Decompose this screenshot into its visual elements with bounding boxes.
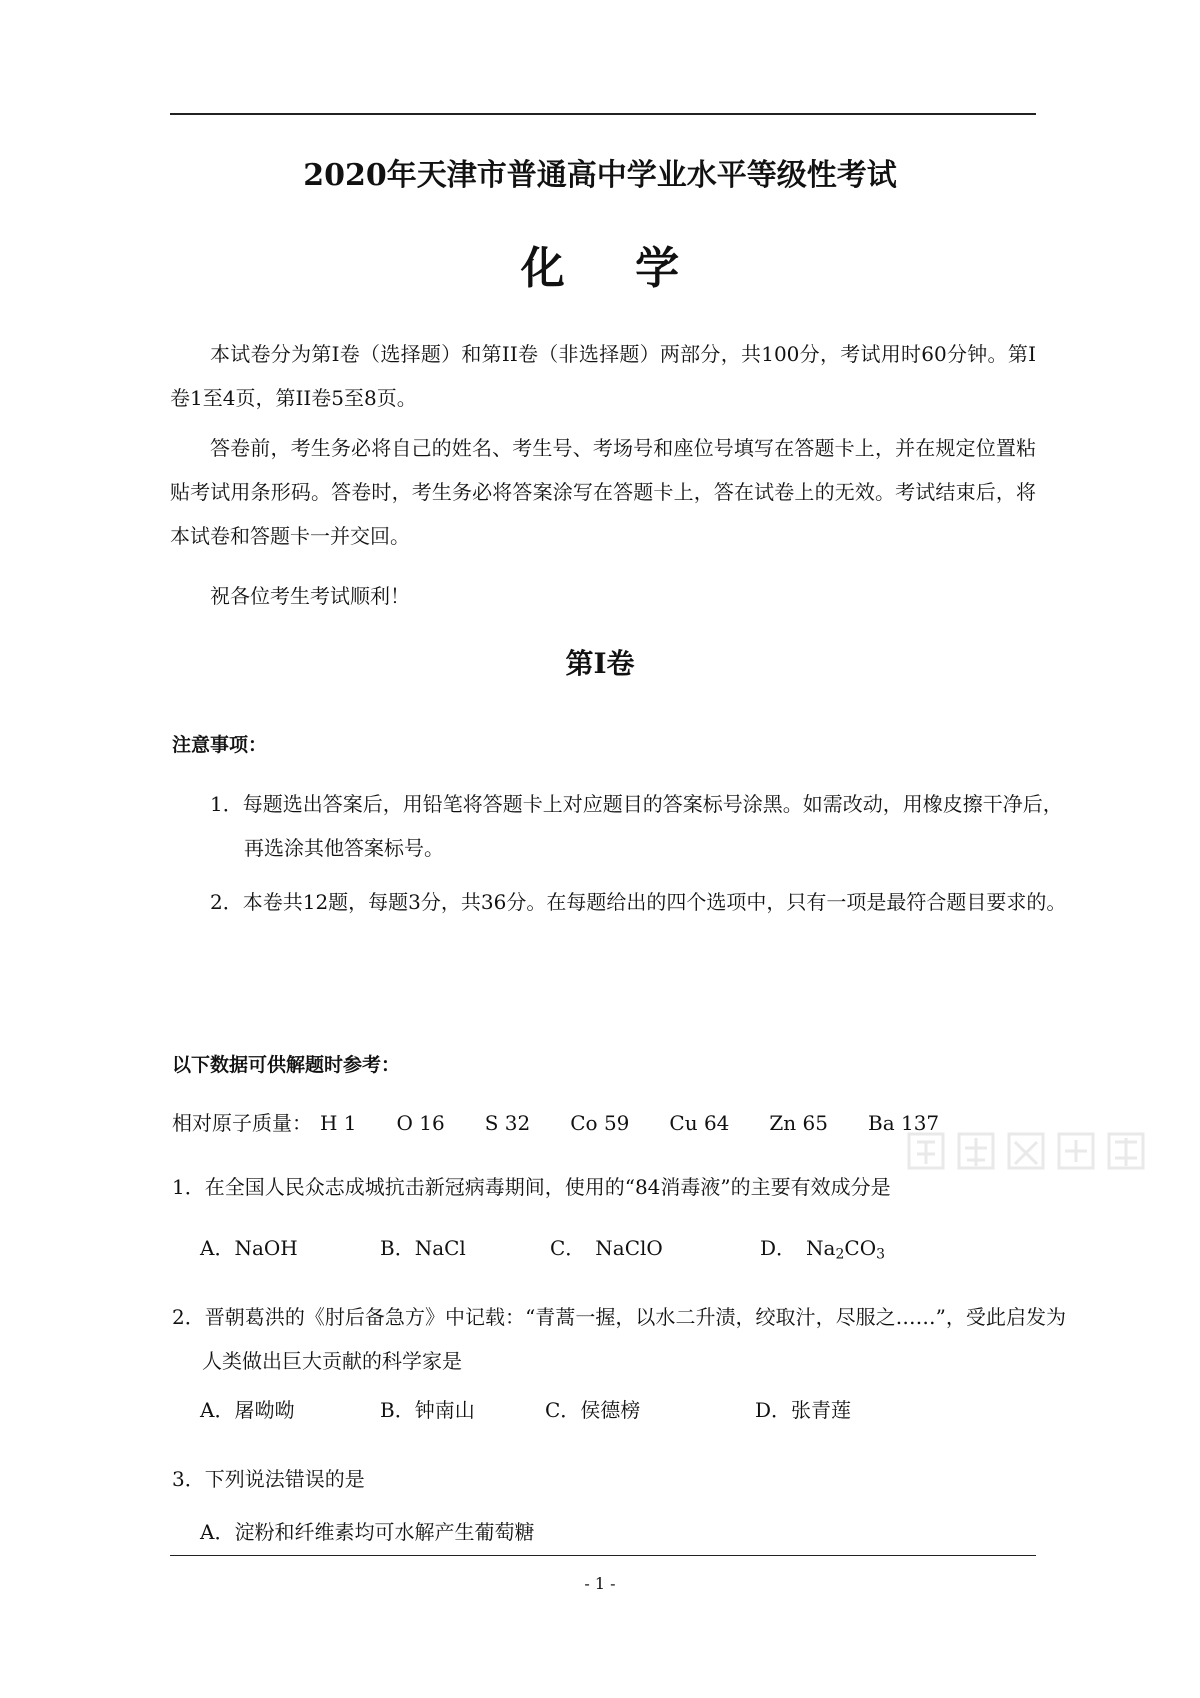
option-a: A．屠呦呦 xyxy=(200,1398,295,1422)
option-b: B．NaCl xyxy=(380,1236,466,1260)
note-item-2: 2．本卷共12题，每题3分，共36分。在每题给出的四个选项中，只有一项是最符合题目要求的。 xyxy=(210,890,1067,914)
option-c: C． NaClO xyxy=(550,1236,663,1260)
exam-title: 2020年天津市普通高中学业水平等级性考试 xyxy=(303,158,897,193)
option-d-formula-na: D． Na xyxy=(760,1236,836,1260)
page-number: - 1 - xyxy=(584,1574,616,1593)
atomic-masses xyxy=(172,1108,979,1138)
option-d-formula-co: CO xyxy=(844,1236,877,1260)
mass-item: Cu 64 xyxy=(669,1111,730,1135)
question-2-stem: 2．晋朝葛洪的《肘后备急方》中记载：“青蒿一握，以水二升渍，绞取汁，尽服之……”，受此启发为人类做出巨大贡献的科学家是 xyxy=(172,1305,1066,1373)
option-d xyxy=(760,1233,885,1263)
intro-paragraph-3: 祝各位考生考试顺利！ xyxy=(210,584,410,608)
option-d: D．张青莲 xyxy=(755,1398,852,1422)
intro-paragraph-2: 答卷前，考生务必将自己的姓名、考生号、考场号和座位号填写在答题卡上，并在规定位置粘贴考试用条形码。答卷时，考生务必将答案涂写在答题卡上，答在试卷上的无效。考试结束后，将本试卷和答题卡一并交回。 xyxy=(170,436,1036,548)
option-c: C．侯德榜 xyxy=(545,1398,641,1422)
notes-heading: 注意事项： xyxy=(172,734,268,756)
atomic-masses-label: 相对原子质量： xyxy=(172,1111,312,1135)
note-item-1: 1．每题选出答案后，用铅笔将答题卡上对应题目的答案标号涂黑。如需改动，用橡皮擦干净后，再选涂其他答案标号。 xyxy=(210,792,1063,860)
question-3-option-a: A．淀粉和纤维素均可水解产生葡萄糖 xyxy=(200,1520,535,1544)
top-rule xyxy=(170,113,1036,115)
question-2-options xyxy=(200,1395,1036,1425)
option-a: A．NaOH xyxy=(200,1236,298,1260)
subject-title: 化学 xyxy=(520,243,750,294)
option-d-subscript: 2 xyxy=(835,1246,845,1263)
option-b: B．钟南山 xyxy=(380,1398,475,1422)
option-d-subscript: 3 xyxy=(876,1246,886,1263)
mass-item: Ba 137 xyxy=(868,1111,940,1135)
question-1-options xyxy=(200,1233,1036,1263)
intro-paragraph-1: 本试卷分为第I卷（选择题）和第II卷（非选择题）两部分，共100分，考试用时60分钟。第I卷1至4页，第II卷5至8页。 xyxy=(170,342,1036,410)
question-3-stem: 3．下列说法错误的是 xyxy=(172,1467,365,1491)
mass-item: S 32 xyxy=(484,1111,531,1135)
mass-item: Zn 65 xyxy=(769,1111,828,1135)
reference-heading: 以下数据可供解题时参考： xyxy=(172,1054,401,1076)
question-1-stem: 1．在全国人民众志成城抗击新冠病毒期间，使用的“84消毒液”的主要有效成分是 xyxy=(172,1175,891,1199)
section-title: 第I卷 xyxy=(565,647,635,680)
bottom-rule xyxy=(170,1555,1036,1556)
mass-item: Co 59 xyxy=(570,1111,630,1135)
mass-item: O 16 xyxy=(396,1111,445,1135)
mass-item: H 1 xyxy=(320,1111,357,1135)
